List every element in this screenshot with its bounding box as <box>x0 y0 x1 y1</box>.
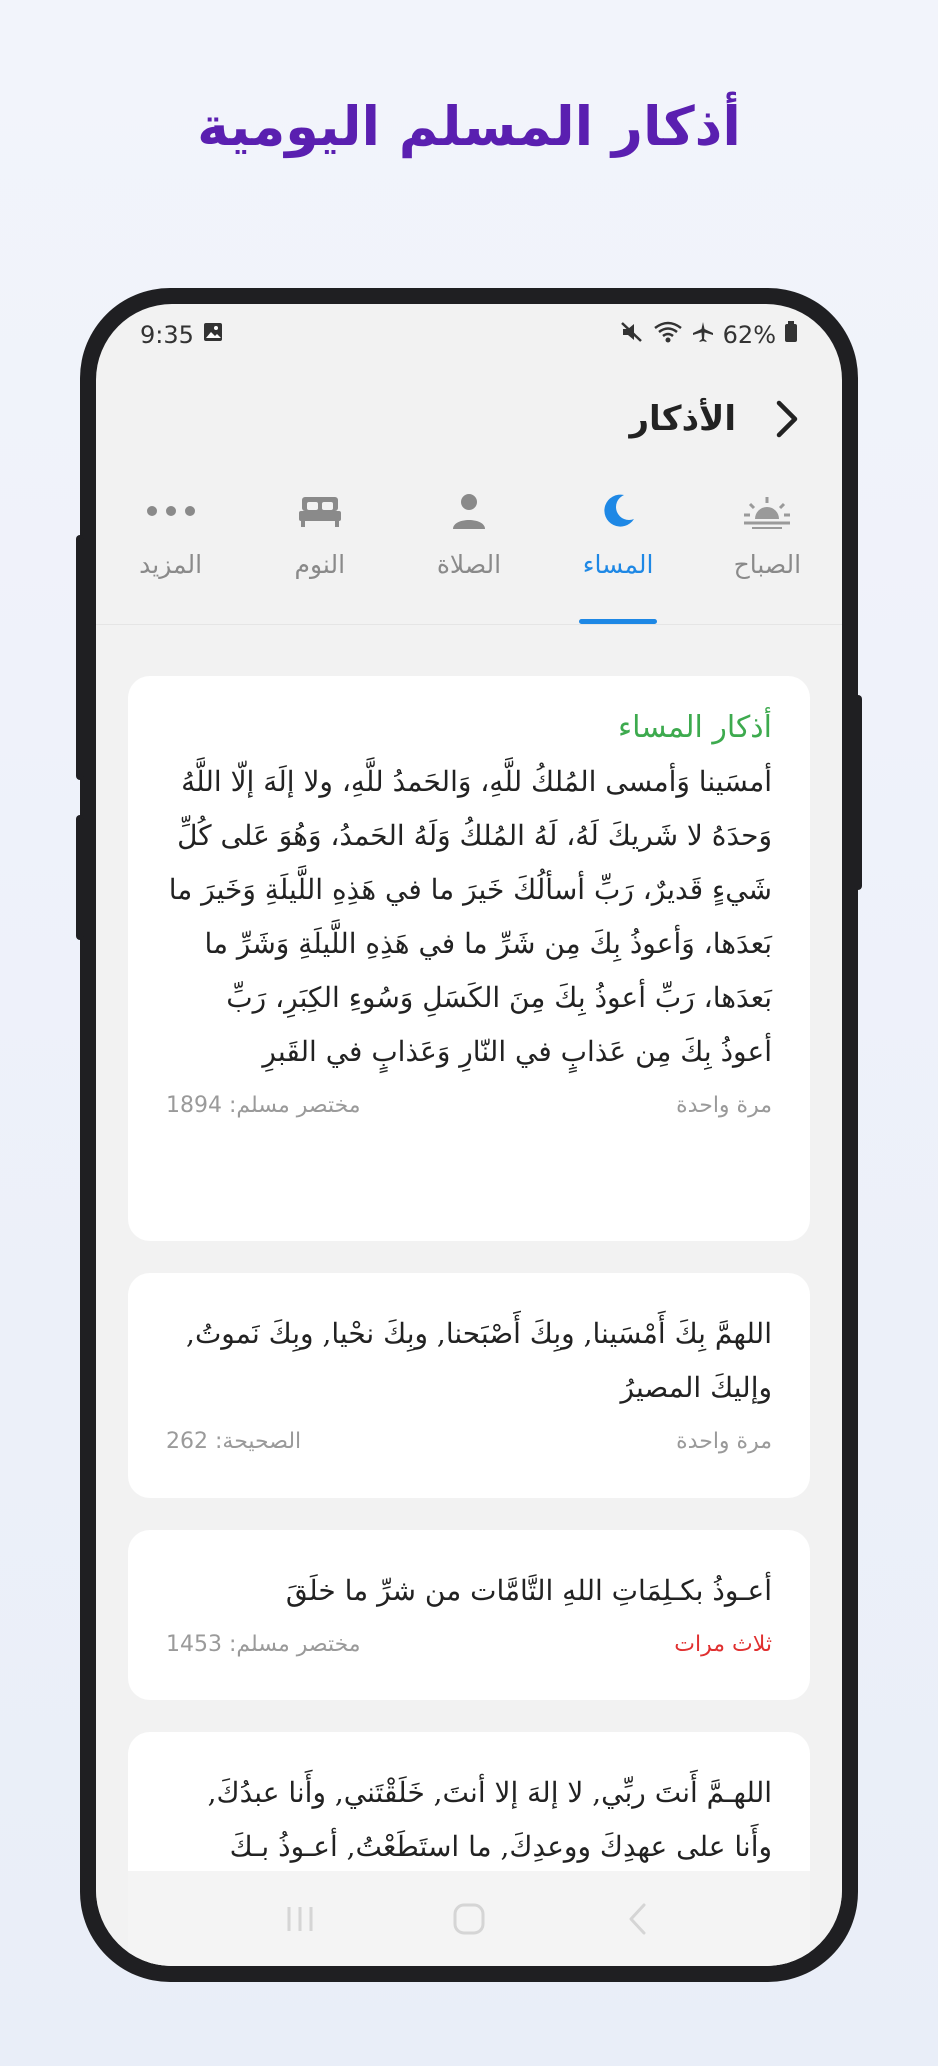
power-button <box>854 695 862 890</box>
status-time: 9:35 <box>140 321 194 349</box>
system-nav-bar <box>96 1871 842 1966</box>
tab-label: المساء <box>582 550 654 579</box>
battery-level: 62% <box>722 321 776 349</box>
hadith-source: مختصر مسلم: 1453 <box>166 1632 361 1657</box>
bed-icon <box>298 486 342 536</box>
page-title: الأذكار <box>629 399 736 439</box>
recents-button[interactable] <box>270 1894 330 1944</box>
dhikr-card[interactable] <box>128 1530 810 1700</box>
mute-icon <box>619 320 645 350</box>
chevron-right-icon <box>775 399 799 439</box>
phone-screen <box>96 304 842 1966</box>
tab-prayer[interactable] <box>399 474 539 624</box>
active-tab-indicator <box>579 619 657 624</box>
tab-morning[interactable] <box>697 474 837 624</box>
moon-icon <box>598 486 638 536</box>
tab-more[interactable] <box>101 474 241 624</box>
app-header <box>96 384 842 454</box>
repeat-count: مرة واحدة <box>676 1093 772 1118</box>
nav-back-button[interactable] <box>608 1894 668 1944</box>
back-arrow-icon <box>626 1902 650 1936</box>
tab-sleep[interactable] <box>250 474 390 624</box>
card-footer <box>166 1632 772 1657</box>
back-button[interactable] <box>772 399 802 439</box>
sunrise-icon <box>742 486 792 536</box>
battery-icon <box>784 321 798 349</box>
more-dots-icon <box>146 486 196 536</box>
hadith-source: الصحيحة: 262 <box>166 1429 302 1454</box>
volume-button <box>76 535 84 780</box>
tab-label: الصباح <box>733 550 802 579</box>
category-tabs <box>96 474 842 625</box>
dhikr-text: أعـوذُ بكـلِمَاتِ اللهِ التَّامَّات من شرِّ ما خلَقَ <box>285 1574 772 1607</box>
hadith-source: مختصر مسلم: 1894 <box>166 1093 361 1118</box>
dhikr-text: أمسَينا وَأمسى المُلكُ للَّهِ، وَالحَمدُ للَّهِ، ولا إلَهَ إلّا اللَّهُ وَحدَهُ لا شَريكَ لَهُ، لَهُ المُلكُ وَلَهُ الحَمدُ، وَهُوَ عَلى كُلِّ شَيءٍ قَديرٌ، رَبِّ أسألُكَ خَيرَ ما في هَذِهِ اللَّيلَةِ وَخَيرَ ما بَعدَها، وَأعوذُ بِكَ مِن شَرِّ ما في هَذِهِ اللَّيلَةِ وَشَرِّ ما بَعدَها، رَبِّ أعوذُ بِكَ مِنَ الكَسَلِ وَسُوءِ الكِبَرِ، رَبِّ أعوذُ بِكَ مِن عَذابٍ في النّارِ وَعَذابٍ في القَبرِ <box>168 765 772 1068</box>
card-footer <box>166 1429 772 1454</box>
adhkar-list[interactable] <box>96 626 842 1966</box>
promo-title: أذكار المسلم اليومية <box>197 95 741 158</box>
dhikr-text: اللهمَّ بِكَ أَمْسَينا, وبِكَ أَصْبَحنا, وبِكَ نحْيا, وبِكَ نَموتُ, وإليكَ المصيرُ <box>186 1317 772 1404</box>
repeat-count: ثلاث مرات <box>674 1632 772 1657</box>
dhikr-text: اللهـمَّ أَنتَ ربِّي, لا إلهَ إلا أنتَ, خَلَقْتَني, وأَنا عبدُكَ, وأَنا على عهدِكَ ووعدِكَ, ما استَطَعْتُ, أعـوذُ بـكَ <box>207 1776 772 1863</box>
tab-label: النوم <box>294 550 346 579</box>
wifi-icon <box>653 320 683 350</box>
card-title: أذكار المساء <box>618 710 772 745</box>
home-button[interactable] <box>439 1894 499 1944</box>
tab-label: الصلاة <box>436 550 502 579</box>
repeat-count: مرة واحدة <box>676 1429 772 1454</box>
status-bar <box>140 318 798 352</box>
image-icon <box>202 321 224 349</box>
person-icon <box>451 486 487 536</box>
recents-icon <box>283 1904 317 1934</box>
airplane-icon <box>691 320 715 350</box>
tab-evening[interactable] <box>548 474 688 624</box>
home-icon <box>452 1902 486 1936</box>
side-button <box>76 815 84 940</box>
dhikr-card[interactable] <box>128 1273 810 1498</box>
tab-label: المزيد <box>139 550 203 579</box>
card-footer <box>166 1093 772 1118</box>
dhikr-card[interactable] <box>128 676 810 1241</box>
